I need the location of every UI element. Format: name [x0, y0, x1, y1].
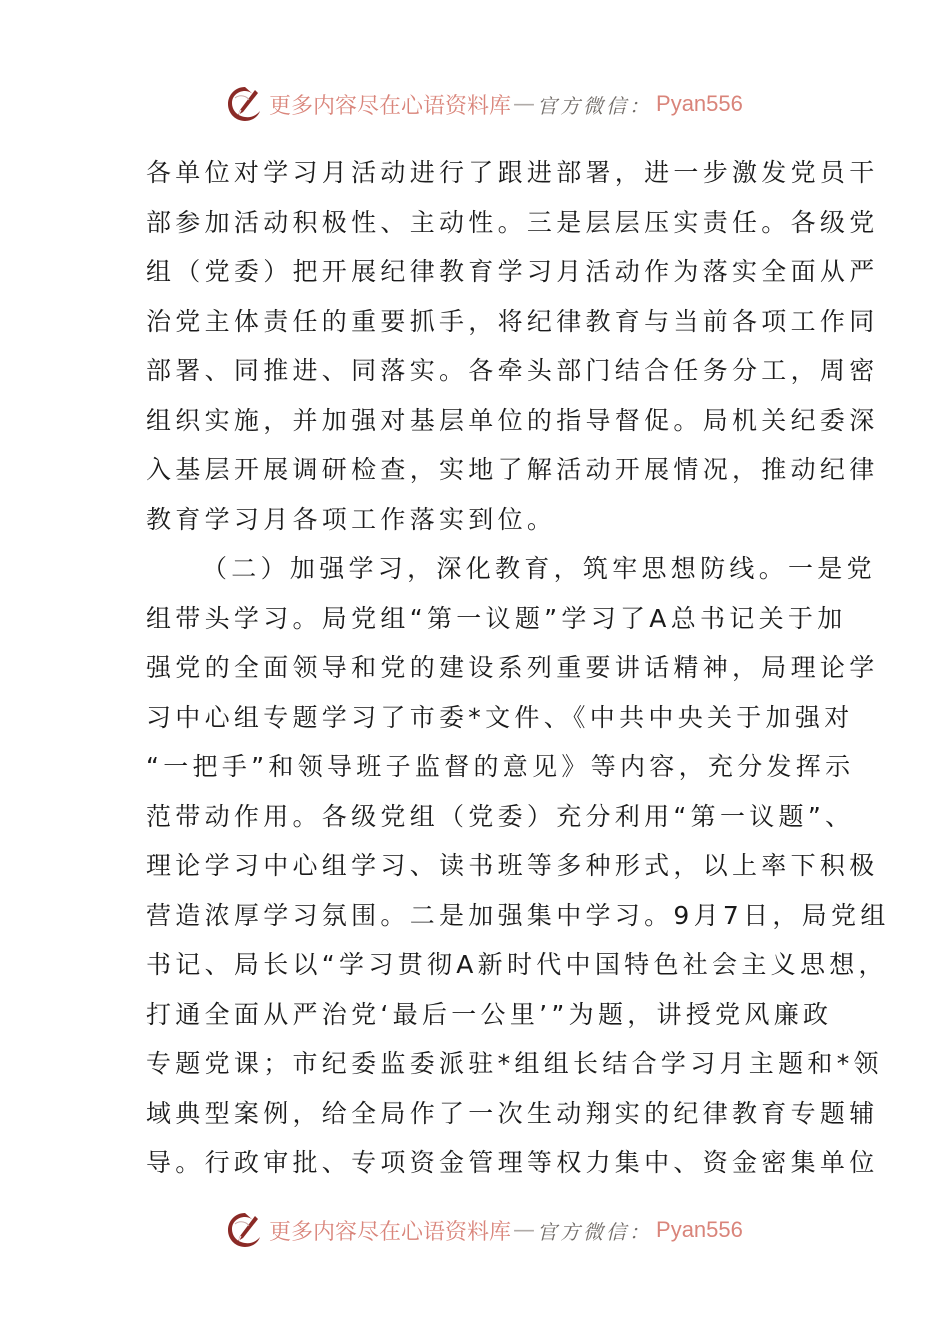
- text-line: 部参加活动积极性、主动性。三是层层压实责任。各级党: [146, 207, 879, 237]
- text-line: 各单位对学习月活动进行了跟进部署，进一步激发党员干: [146, 158, 879, 187]
- pen-nib-logo-icon: [225, 1210, 265, 1250]
- wechat-label: 官方微信：: [537, 93, 653, 118]
- text-line: 教育学习月各项工作落实到位。: [146, 504, 557, 534]
- banner-dash: —: [513, 1217, 536, 1243]
- text-line: 组带头学习。局党组“第一议题”学习了A总书记关于加: [146, 603, 847, 633]
- text-line: 营造浓厚学习氛围。二是加强集中学习。9月7日，局党组: [146, 900, 890, 930]
- text-line: 范带动作用。各级党组（党委）充分利用“第一议题”、: [146, 801, 855, 831]
- header-banner: [225, 82, 743, 126]
- banner-main-text: 更多内容尽在心语资料库: [269, 93, 512, 119]
- banner-dash: —: [513, 91, 536, 117]
- text-line: 打通全面从严治党‘最后一公里’”为题，讲授党风廉政: [146, 999, 833, 1029]
- document-body: [146, 148, 890, 1188]
- section-heading-line: （二）加强学习，深化教育，筑牢思想防线。一是党: [202, 554, 876, 583]
- text-line: 习中心组专题学习了市委*文件、《中共中央关于加强对: [146, 702, 854, 732]
- wechat-id: Pyan556: [656, 91, 743, 116]
- text-line: 入基层开展调研检查，实地了解活动开展情况，推动纪律: [146, 455, 879, 484]
- text-line: 部署、同推进、同落实。各牵头部门结合任务分工，周密: [146, 356, 879, 385]
- text-line: 组织实施，并加强对基层单位的指导督促。局机关纪委深: [146, 405, 879, 435]
- text-line: 导。行政审批、专项资金管理等权力集中、资金密集单位: [146, 1148, 879, 1177]
- wechat-id: Pyan556: [656, 1217, 743, 1242]
- text-line: 理论学习中心组学习、读书班等多种形式，以上率下积极: [146, 851, 879, 880]
- text-line: 专题党课；市纪委监委派驻*组组长结合学习月主题和*领: [146, 1049, 883, 1078]
- text-line: 治党主体责任的重要抓手，将纪律教育与当前各项工作同: [146, 306, 879, 336]
- pen-nib-logo-icon: [225, 84, 265, 124]
- text-line: 域典型案例，给全局作了一次生动翔实的纪律教育专题辅: [146, 1098, 879, 1128]
- wechat-label: 官方微信：: [537, 1219, 653, 1244]
- banner-main-text: 更多内容尽在心语资料库: [269, 1219, 512, 1245]
- text-line: 组（党委）把开展纪律教育学习月活动作为落实全面从严: [146, 257, 879, 286]
- text-line: “一把手”和领导班子监督的意见》等内容，充分发挥示: [146, 752, 855, 781]
- text-line: 书记、局长以“学习贯彻A新时代中国特色社会主义思想，: [146, 950, 888, 979]
- text-line: 强党的全面领导和党的建设系列重要讲话精神，局理论学: [146, 653, 879, 682]
- footer-banner: [225, 1208, 743, 1252]
